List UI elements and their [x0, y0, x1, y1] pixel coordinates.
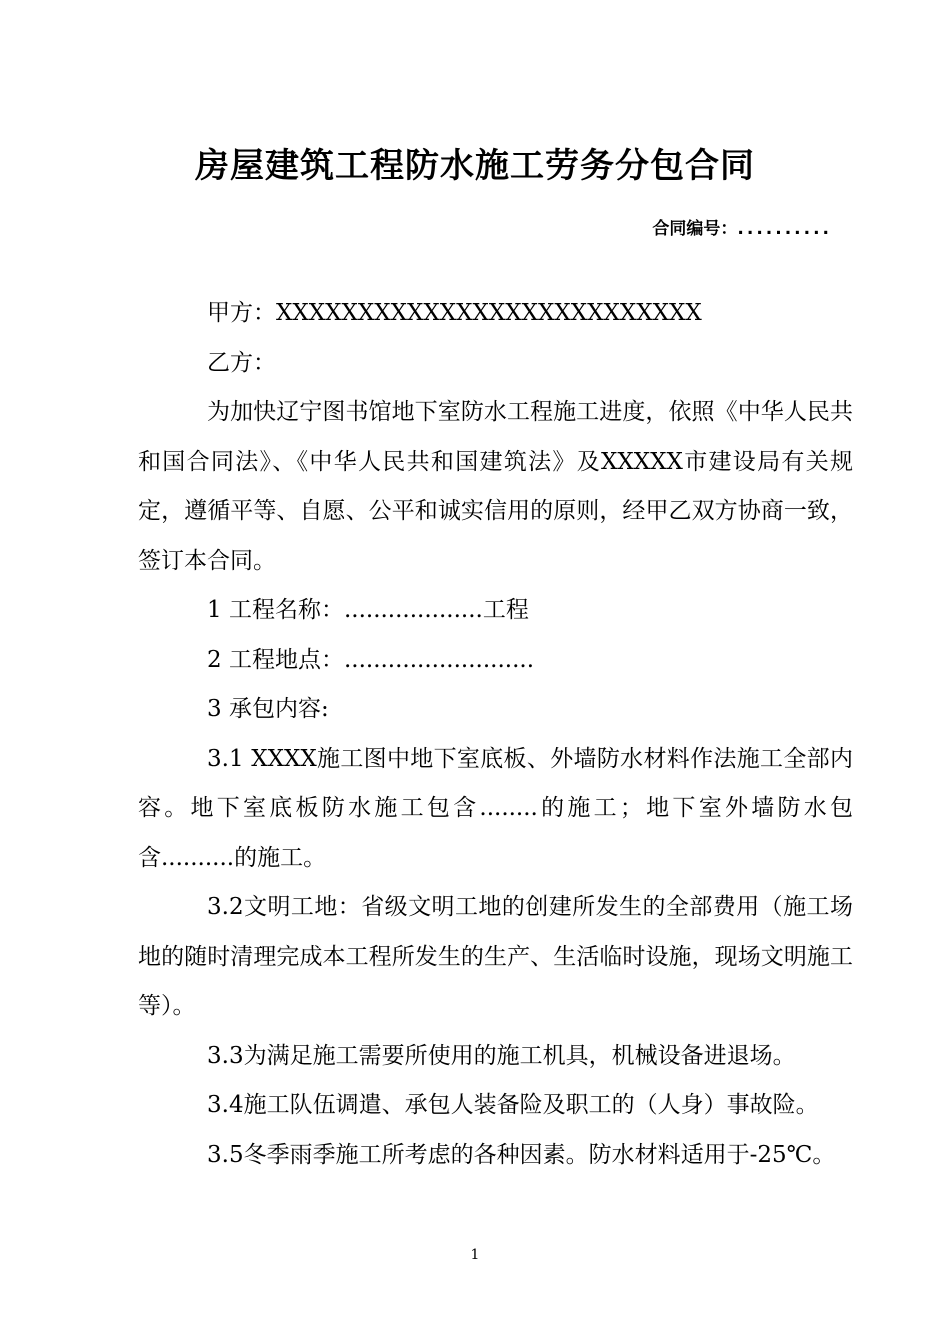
- document-body: [138, 289, 853, 1180]
- contract-number: [652, 214, 832, 239]
- clause-3-1: 3.1 XXXX施工图中地下室底板、外墙防水材料作法施工全部内容。地下室底板防水施工包含........的施工；地下室外墙防水包含..........的施工。: [138, 745, 853, 871]
- clause-3-4: 3.4施工队伍调遣、承包人装备险及职工的（人身）事故险。: [207, 1092, 819, 1118]
- contract-number-value: ..........: [737, 219, 832, 239]
- clause-scope-heading: 3 承包内容:: [207, 696, 329, 722]
- party-a-line: 甲方：XXXXXXXXXXXXXXXXXXXXXXXXXX: [207, 300, 702, 326]
- contract-number-label: 合同编号：: [652, 219, 738, 239]
- clause-3-3: 3.3为满足施工需要所使用的施工机具，机械设备进退场。: [207, 1042, 796, 1069]
- clause-3-5: 3.5冬季雨季施工所考虑的各种因素。防水材料适用于-25℃。: [207, 1141, 836, 1168]
- document-title: 房屋建筑工程防水施工劳务分包合同: [195, 146, 755, 186]
- preamble-paragraph: 为加快辽宁图书馆地下室防水工程施工进度，依照《中华人民共和国合同法》、《中华人民共和国建筑法》及XXXXX市建设局有关规定，遵循平等、自愿、公平和诚实信用的原则，经甲乙双方协商一致，签订本合同。: [138, 399, 853, 574]
- clause-project-name: 1 工程名称：...................工程: [207, 597, 529, 623]
- clause-3-2: 3.2文明工地：省级文明工地的创建所发生的全部费用（施工场地的随时清理完成本工程所发生的生产、生活临时设施，现场文明施工等）。: [138, 894, 853, 1019]
- party-b-line: 乙方：: [207, 349, 276, 376]
- page-number: 1: [470, 1247, 480, 1263]
- clause-project-location: 2 工程地点：..........................: [207, 646, 535, 673]
